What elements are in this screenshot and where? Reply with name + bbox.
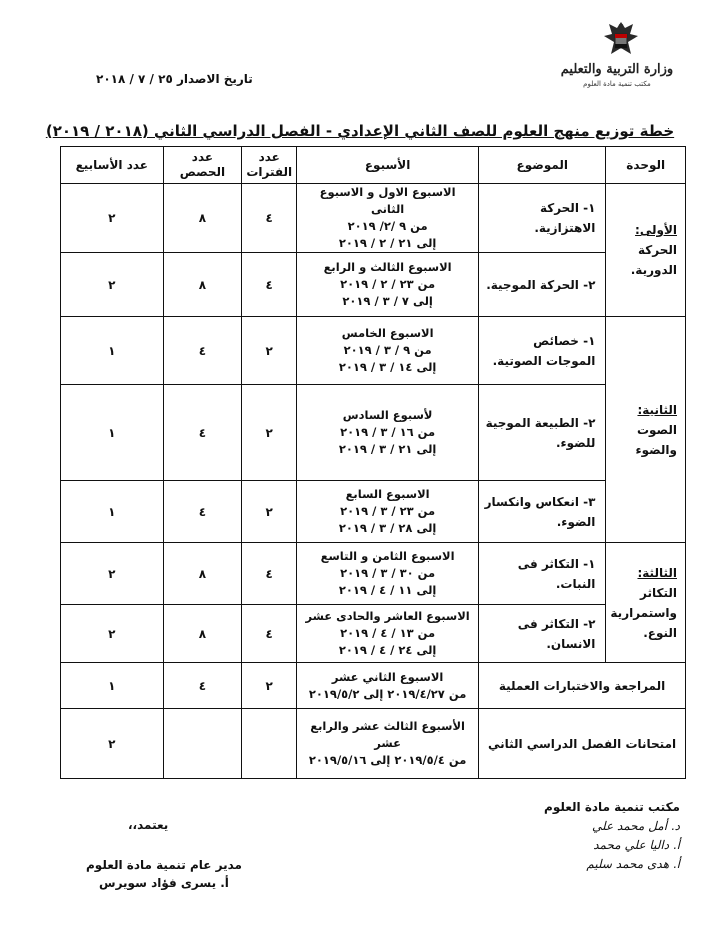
week-cell [297,543,479,605]
classes-cell: ٤ [163,663,242,709]
table-row [61,481,686,543]
table-row [61,253,686,317]
week-label: لأسبوع السادس [342,408,433,422]
week-to: إلى ٧ / ٣ / ٢٠١٩ [342,294,433,308]
classes-cell: ٤ [163,385,242,481]
weeks-cell: ٢ [61,605,164,663]
ministry-logo [542,18,692,94]
week-label: الأسبوع الثالث عشر والرابع عشر [310,719,465,750]
weeks-cell: ١ [61,385,164,481]
week-label: الاسبوع السابع [345,487,430,501]
weeks-cell: ٢ [61,709,164,779]
weeks-cell: ٢ [61,253,164,317]
unit-cell [606,317,686,543]
unit-heading: الثانية: [637,402,677,417]
week-cell [297,253,479,317]
week-cell [297,481,479,543]
week-cell [297,709,479,779]
curriculum-table [60,146,686,779]
unit-cell [606,184,686,317]
header-classes: عدد الحصص [163,147,242,184]
eagle-emblem-icon [598,18,644,62]
week-label: الاسبوع العاشر والحادى عشر [305,609,470,623]
page-title: خطة توزيع منهج العلوم للصف الثاني الإعدادي - الفصل الدراسي الثاني (٢٠١٨ / ٢٠١٩) [45,122,675,140]
review-label: المراجعة والاختبارات العملية [479,663,686,709]
weeks-cell: ٢ [61,184,164,253]
unit-name: الصوت والضوء [635,422,677,457]
week-cell [297,317,479,385]
week-to: إلى ١٤ / ٣ / ٢٠١٩ [338,360,437,374]
periods-cell [242,709,297,779]
issue-date: تاريخ الاصدار ٢٥ / ٧ / ٢٠١٨ [96,72,253,86]
periods-cell: ٤ [242,184,297,253]
classes-cell [163,709,242,779]
topic-cell: ٢- الحركة الموجية. [479,253,606,317]
classes-cell: ٨ [163,543,242,605]
week-label: الاسبوع الاول و الاسبوع الثانى [319,185,456,216]
week-label: الاسبوع الثاني عشر [331,669,444,684]
classes-cell: ٨ [163,253,242,317]
periods-cell: ٤ [242,605,297,663]
header-unit: الوحدة [606,147,686,184]
weeks-cell: ١ [61,317,164,385]
header-topic: الموضوع [479,147,606,184]
review-row [61,663,686,709]
week-from: من ٣٠ / ٣ / ٢٠١٩ [340,566,436,580]
weeks-cell: ٢ [61,543,164,605]
week-cell [297,184,479,253]
director-title: مدير عام تنمية مادة العلوم [86,858,242,872]
weeks-cell: ١ [61,481,164,543]
committee-member: أ. هدى محمد سليم [586,857,680,871]
table-row [61,543,686,605]
table-row [61,605,686,663]
week-from: من ٩ /٢/ ٢٠١٩ [347,219,428,233]
unit-heading: الثالثة: [637,565,677,580]
header-periods: عدد الفترات [242,147,297,184]
classes-cell: ٤ [163,317,242,385]
unit-heading: الأولى: [635,223,677,237]
unit-name: الحركة الدورية. [630,243,677,277]
table-row [61,184,686,253]
exam-label: امتحانات الفصل الدراسي الثاني [479,709,686,779]
director-name: أ. يسرى فؤاد سويرس [99,876,229,890]
weeks-cell: ١ [61,663,164,709]
periods-cell: ٢ [242,317,297,385]
committee-block [544,798,680,874]
topic-cell: ١- التكاثر فى النبات. [479,543,606,605]
week-from: من ٢٣ / ٢ / ٢٠١٩ [340,277,436,291]
topic-cell: ١- الحركة الاهتزازية. [479,184,606,253]
table-row [61,317,686,385]
week-cell [297,663,479,709]
topic-cell: ٢- التكاثر فى الانسان. [479,605,606,663]
week-from: من ١٦ / ٣ / ٢٠١٩ [340,425,436,439]
week-from: من ١٣ / ٤ / ٢٠١٩ [340,626,436,640]
week-to: إلى ٢٨ / ٣ / ٢٠١٩ [338,521,437,535]
periods-cell: ٤ [242,253,297,317]
classes-cell: ٨ [163,184,242,253]
ministry-name: وزارة التربية والتعليم [560,62,674,77]
classes-cell: ٨ [163,605,242,663]
periods-cell: ٢ [242,385,297,481]
week-to: إلى ١١ / ٤ / ٢٠١٩ [338,583,437,597]
table-row [61,385,686,481]
topic-cell: ١- خصائص الموجات الصوتية. [479,317,606,385]
week-to: إلى ٢١ / ٣ / ٢٠١٩ [338,442,437,456]
committee-caption: مكتب تنمية مادة العلوم [544,800,680,814]
approval-label: يعتمد،، [128,818,169,832]
week-range: من ٢٠١٩/٥/٤ إلى ٢٠١٩/٥/١٦ [308,753,467,767]
week-cell [297,385,479,481]
week-label: الاسبوع الخامس [341,326,434,340]
exam-row [61,709,686,779]
periods-cell: ٢ [242,481,297,543]
week-cell [297,605,479,663]
table-header-row [61,147,686,184]
classes-cell: ٤ [163,481,242,543]
week-from: من ٢٣ / ٣ / ٢٠١٩ [340,504,436,518]
week-to: إلى ٢٤ / ٤ / ٢٠١٩ [338,643,437,657]
week-label: الاسبوع الثامن و التاسع [320,549,455,563]
week-from: من ٩ / ٣ / ٢٠١٩ [343,343,432,357]
periods-cell: ٢ [242,663,297,709]
week-to: إلى ٢١ / ٢ / ٢٠١٩ [338,236,437,250]
topic-cell: ٣- انعكاس وانكسار الضوء. [479,481,606,543]
week-range: من ٢٠١٩/٤/٢٧ إلى ٢٠١٩/٥/٢ [308,686,467,701]
committee-member: د. أمل محمد علي [592,819,680,833]
unit-cell [606,543,686,663]
committee-member: أ. داليا علي محمد [593,838,680,852]
office-name: مكتب تنمية مادة العلوم [583,80,651,88]
director-block [86,856,242,892]
topic-cell: ٢- الطبيعة الموجية للضوء. [479,385,606,481]
header-weeks: عدد الأسابيع [61,147,164,184]
unit-name: التكاثر واستمرارية النوع. [610,585,677,640]
periods-cell: ٤ [242,543,297,605]
week-label: الاسبوع الثالث و الرابع [323,260,452,274]
header-week: الأسبوع [297,147,479,184]
